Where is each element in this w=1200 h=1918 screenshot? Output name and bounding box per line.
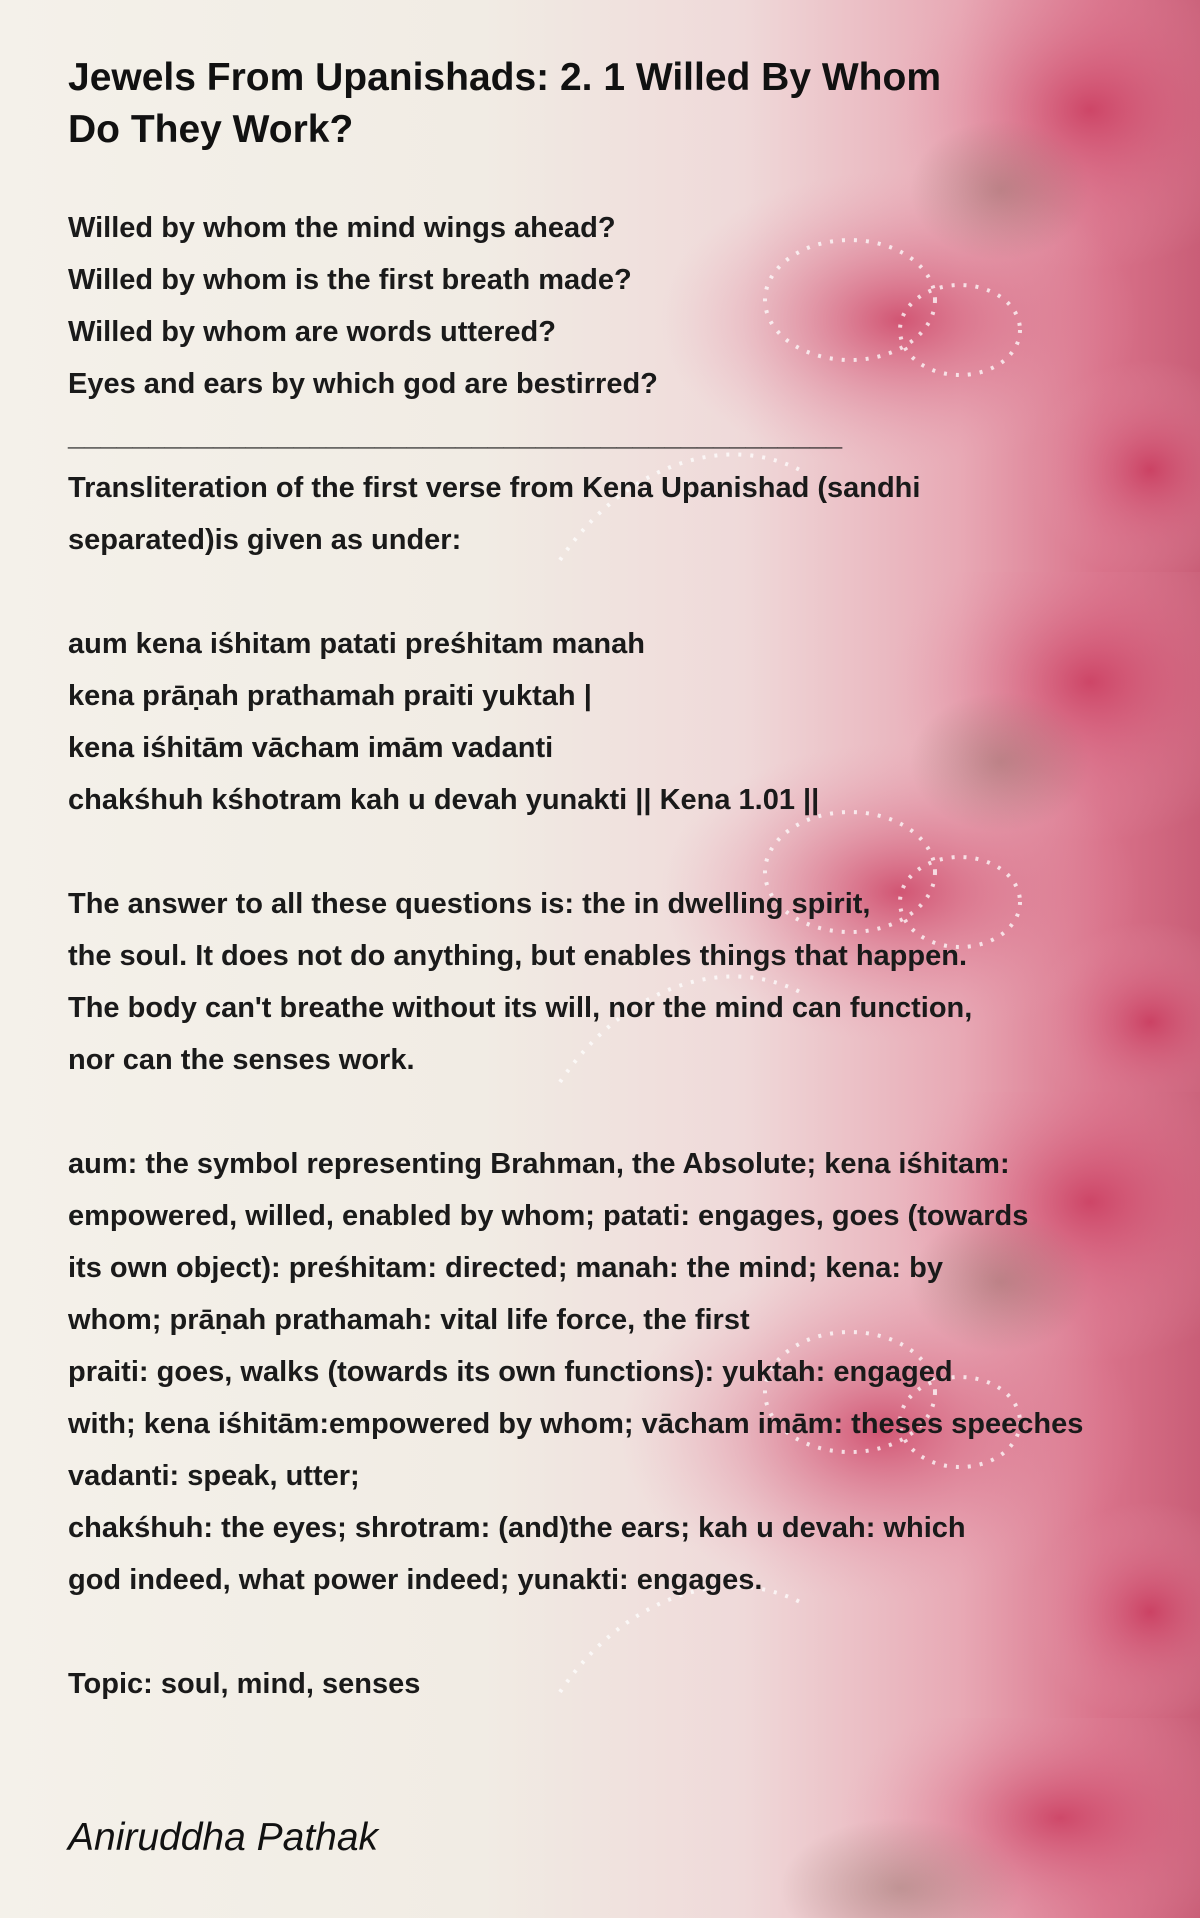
blank-line	[68, 1606, 1148, 1658]
poem-line: Topic: soul, mind, senses	[68, 1668, 421, 1700]
poem-line: aum: the symbol representing Brahman, the Absolute; kena iśhitam:	[68, 1148, 1010, 1180]
blank-line	[68, 826, 1148, 878]
poem-line: aum kena iśhitam patati preśhitam manah	[68, 628, 645, 660]
author-name: Aniruddha Pathak	[68, 1816, 379, 1859]
blank-line	[68, 566, 1148, 618]
poem-line: whom; prāṇah prathamah: vital life force, the first	[68, 1304, 750, 1336]
poem-line: Willed by whom are words uttered?	[68, 316, 556, 348]
poem-body	[68, 202, 1148, 1710]
poem-card	[68, 52, 1148, 1710]
poem-line: vadanti: speak, utter;	[68, 1460, 360, 1492]
poem-line: Transliteration of the first verse from Kena Upanishad (sandhi	[68, 472, 921, 504]
poem-line: kena iśhitām vācham imām vadanti	[68, 732, 554, 764]
poem-line: with; kena iśhitām:empowered by whom; vācham imām: theses speeches	[68, 1408, 1084, 1440]
blank-line	[68, 1086, 1148, 1138]
poem-line: ________________________________________________	[68, 420, 843, 452]
poem-line: Eyes and ears by which god are bestirred?	[68, 368, 658, 400]
title-line: Jewels From Upanishads: 2. 1 Willed By Whom	[68, 56, 942, 99]
poem-line: nor can the senses work.	[68, 1044, 415, 1076]
poem-line: The answer to all these questions is: the in dwelling spirit,	[68, 888, 871, 920]
poem-line: the soul. It does not do anything, but enables things that happen.	[68, 940, 967, 972]
poem-title	[68, 52, 1148, 156]
poem-line: Willed by whom the mind wings ahead?	[68, 212, 616, 244]
poem-line: chakśhuh kśhotram kah u devah yunakti || Kena 1.01 ||	[68, 784, 820, 816]
poem-line: god indeed, what power indeed; yunakti: engages.	[68, 1564, 763, 1596]
title-line: Do They Work?	[68, 108, 354, 151]
poem-line: its own object): preśhitam: directed; manah: the mind; kena: by	[68, 1252, 943, 1284]
poem-line: Willed by whom is the first breath made?	[68, 264, 632, 296]
poem-line: separated)is given as under:	[68, 524, 462, 556]
poem-line: praiti: goes, walks (towards its own functions): yuktah: engaged	[68, 1356, 953, 1388]
poem-line: kena prāṇah prathamah praiti yuktah |	[68, 680, 592, 712]
poem-line: chakśhuh: the eyes; shrotram: (and)the ears; kah u devah: which	[68, 1512, 966, 1544]
poem-line: The body can't breathe without its will, nor the mind can function,	[68, 992, 973, 1024]
poem-line: empowered, willed, enabled by whom; patati: engages, goes (towards	[68, 1200, 1029, 1232]
